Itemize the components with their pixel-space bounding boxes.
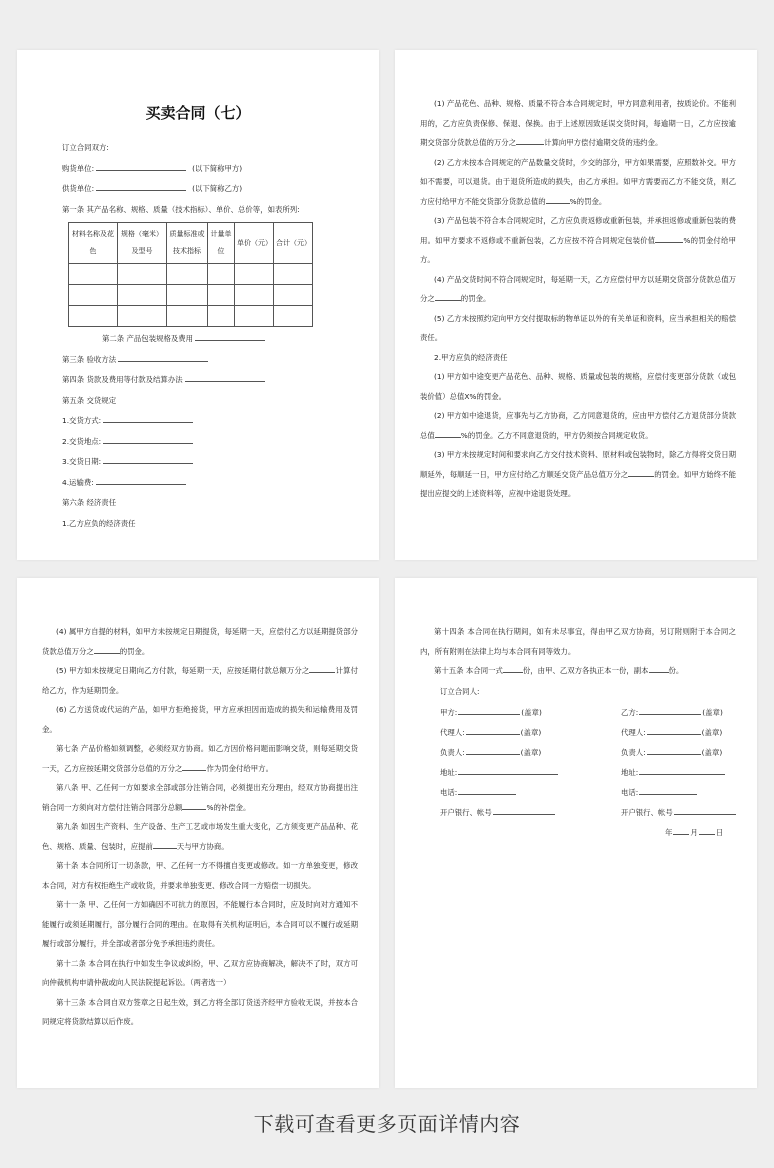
blank [153, 840, 177, 849]
contract-page-3 [17, 578, 379, 1088]
blank [546, 195, 570, 204]
seal-label: (盖章) [521, 708, 542, 717]
blank [103, 435, 193, 444]
buyer-note: (以下简称甲方) [192, 163, 243, 173]
text: (2) 甲方如中途退货，应事先与乙方协商，乙方同意退货的，应由甲方偿付乙方退货部分货款总值 [420, 411, 736, 440]
article-3: 第三条 验收方法 [62, 354, 117, 364]
buyer-label: 购货单位: [62, 163, 95, 173]
text: 天与甲方协商。 [176, 841, 229, 851]
seal-label: (盖章) [702, 708, 723, 717]
party-a-phone-line [440, 786, 517, 798]
text: 第八条 甲、乙任何一方如要求全部或部分注销合同，必须提出充分理由，经双方协商提出注销合同一方须向对方偿付注销合同部分总额 [42, 783, 358, 812]
text: (5) 甲方如未按规定日期向乙方付款，每延期一天，应按延期付款总额万分之 [56, 666, 310, 675]
blank [628, 468, 654, 477]
table-header: 规格（毫米）及型号 [118, 223, 167, 264]
party-b-phone-line [621, 786, 698, 798]
clause-seller-5: (5) 乙方未按照约定向甲方交付提取标的物单证以外的有关单证和资料，应当承担相关的赔偿责任。 [420, 313, 736, 342]
signers-label: 订立合同人: [440, 687, 480, 696]
party-b-principal-line [621, 746, 722, 758]
party-a-label: 甲方: [440, 708, 458, 717]
phone-label: 电话: [621, 788, 639, 797]
blank [639, 766, 725, 775]
blank [639, 786, 697, 795]
blank [458, 786, 516, 795]
bank-label: 开户银行、帐号 [621, 808, 673, 817]
agent-label: 代理人: [621, 728, 646, 737]
transport-fee-label: 4.运输费: [62, 477, 94, 487]
party-a-address-line [440, 766, 559, 778]
text: 的罚金。 [119, 646, 150, 656]
text: 的罚金。 [460, 294, 491, 303]
blank [655, 234, 683, 243]
delivery-date-line [62, 452, 362, 473]
text: (3) 产品包装不符合本合同规定时，乙方应负责返修或重新包装，并承担返修或重新包装的费用。如甲方要求不返修或不重新包装，乙方应按不符合同规定包装价值 [420, 216, 736, 245]
blank [103, 414, 193, 423]
text: 第十五条 本合同一式 [434, 666, 503, 675]
table-header: 材料名称及花色 [69, 223, 118, 264]
address-label: 地址: [621, 768, 639, 777]
article-10: 第十条 本合同所订一切条款，甲、乙任何一方不得擅自变更或修改。如一方单独变更，修改本合同，对方有权拒绝生产或收货，并要求单独变更、修改合同一方赔偿一切损失。 [42, 861, 358, 890]
date-line [665, 826, 723, 838]
parties-intro: 订立合同双方: [62, 143, 109, 152]
clause-buyer-6: (6) 乙方送货或代运的产品，如甲方拒绝接货，甲方应承担因而造成的损失和运输费用及罚金。 [42, 705, 358, 734]
text: 计算向甲方偿付逾期交货的违约金。 [544, 138, 663, 147]
text: 作为罚金付给甲方。 [206, 763, 273, 773]
table-header: 计量单位 [208, 223, 235, 264]
blank [96, 476, 186, 485]
clause-buyer-3 [420, 445, 736, 504]
party-a-bank-line [440, 806, 556, 818]
buyer-blank [96, 162, 186, 171]
article-9 [42, 817, 358, 856]
article-14: 第十四条 本合同在执行期间，如有未尽事宜，得由甲乙双方协商，另订附则附于本合同之内，所有附则在法律上均与本合同有同等效力。 [420, 627, 736, 656]
contract-page-2 [395, 50, 757, 560]
text: (4) 产品交货时间不符合同规定时，每延期一天，乙方应偿付甲方以延期交货部分货款总值万分之 [420, 274, 736, 303]
text: (1) 产品花色、品种、规格、质量不符合本合同规定时，甲方同意利用者，按质论价。不能利用的，乙方应负责保修、保退、保换。由于上述原因致延误交货时间，每逾期一日，乙方应按逾期交货部分货款总值的万分之 [420, 99, 736, 147]
blank [699, 826, 715, 835]
seller-label: 供货单位: [62, 184, 95, 193]
text: 计算付给乙方，作为延期罚金。 [42, 666, 358, 695]
text: %的罚金。 [569, 196, 607, 206]
article-7 [42, 739, 358, 778]
clause-buyer-4 [42, 622, 358, 661]
phone-label: 电话: [440, 788, 458, 797]
blank [103, 455, 193, 464]
text: (2) 乙方未按本合同规定的产品数量交货时，少交的部分，甲方如果需要，应照数补交。甲方如不需要，可以退货。由于退货所造成的损失，由乙方承担。如甲方需要而乙方不能交货，则乙方应付给甲方不能交货部分货款总值的 [420, 157, 736, 206]
table-header: 合计（元） [274, 223, 313, 264]
text: %的罚金。乙方不同意退货的，甲方仍须按合同规定收货。 [460, 430, 653, 440]
article-2: 第二条 产品包装规格及费用 [102, 334, 194, 343]
year-label: 年 [665, 828, 673, 837]
blank [182, 762, 206, 771]
party-b-agent-line [621, 726, 722, 738]
blank [118, 353, 208, 362]
seal-label: (盖章) [701, 748, 723, 757]
delivery-method-label: 1.交货方式: [62, 416, 102, 425]
text: 份。 [668, 666, 684, 675]
bank-label: 开户银行、帐号 [440, 808, 492, 817]
delivery-place-line [62, 432, 362, 453]
principal-label: 负责人: [440, 748, 465, 757]
delivery-method-line [62, 411, 362, 432]
article-2-line [102, 329, 362, 350]
download-more-link[interactable]: 下载可查看更多页面详情内容 [253, 1112, 521, 1136]
party-b-line [621, 706, 723, 718]
transport-fee-line [62, 473, 362, 494]
clause-seller-2 [420, 153, 736, 212]
delivery-place-label: 2.交货地点: [62, 436, 102, 446]
blank [466, 746, 520, 755]
blank [185, 373, 265, 382]
blank [674, 806, 736, 815]
article-5: 第五条 交货规定 [62, 395, 117, 405]
article-4: 第四条 货款及费用等付款及结算办法 [62, 375, 183, 384]
address-label: 地址: [440, 768, 458, 777]
month-label: 月 [690, 828, 698, 837]
day-label: 日 [715, 828, 724, 837]
blank [458, 706, 520, 715]
contract-page-4 [395, 578, 757, 1088]
text: %的罚金付给甲方。 [420, 235, 736, 264]
article-3-line [62, 350, 362, 371]
blank [94, 645, 120, 654]
party-b-label: 乙方: [621, 708, 639, 717]
text: (4) 属甲方自提的材料，如甲方未按规定日期提货，每延期一天，应偿付乙方以延期提货部分货款总值万分之 [42, 627, 358, 656]
buyer-liability-heading: 2.甲方应负的经济责任 [434, 352, 508, 362]
seller-line [62, 179, 362, 200]
blank [195, 332, 265, 341]
blank [647, 746, 701, 755]
text: 份，由甲、乙双方各执正本一份，副本 [522, 666, 649, 675]
article-4-line [62, 370, 362, 391]
table-row [69, 285, 313, 306]
clause-seller-3 [420, 211, 736, 270]
party-a-agent-line [440, 726, 541, 738]
article-6: 第六条 经济责任 [62, 498, 117, 507]
contract-page-1 [17, 50, 379, 560]
blank [458, 766, 558, 775]
clause-buyer-2 [420, 406, 736, 445]
article-15 [420, 661, 736, 681]
blank [466, 726, 520, 735]
article-12: 第十二条 本合同在执行中如发生争议或纠纷，甲、乙双方应协商解决，解决不了时，双方可向仲裁机构申请仲裁或向人民法院提起诉讼。（两者选一） [42, 958, 358, 987]
agent-label: 代理人: [440, 728, 465, 737]
delivery-date-label: 3.交货日期: [62, 457, 102, 466]
table-header: 质量标准或技术指标 [167, 223, 208, 264]
clause-seller-4 [420, 270, 736, 309]
blank [435, 429, 461, 438]
table-header: 单价（元） [235, 223, 274, 264]
text: 第七条 产品价格如须调整，必须经双方协商。如乙方因价格问题而影响交货，则每延期交货一天，乙方应按延期交货部分总值的万分之 [42, 744, 358, 773]
clause-buyer-5 [42, 661, 358, 700]
seal-label: (盖章) [701, 728, 723, 737]
article-8 [42, 778, 358, 817]
clause-seller-1 [420, 94, 736, 153]
blank [309, 664, 335, 673]
text: %的补偿金。 [206, 802, 251, 812]
product-table [68, 222, 313, 327]
blank [673, 826, 689, 835]
blank [647, 726, 701, 735]
text: 第九条 如因生产资料、生产设备、生产工艺或市场发生重大变化，乙方须变更产品品种、花色、规格、质量、包装时，应提前 [42, 822, 358, 851]
document-title: 买卖合同（七） [145, 104, 251, 122]
seller-note: (以下简称乙方) [192, 184, 243, 193]
article-13: 第十三条 本合同自双方签章之日起生效，到乙方将全部订货送齐经甲方验收无误，并按本合同规定将货款结算以后作废。 [42, 997, 358, 1026]
seller-blank [96, 182, 186, 191]
seller-liability-heading: 1.乙方应负的经济责任 [62, 518, 136, 528]
article-1: 第一条 其产品名称、规格、质量（技术指标）、单价、总价等，如表所列: [62, 204, 300, 214]
blank [503, 664, 523, 673]
table-row [69, 264, 313, 285]
party-a-principal-line [440, 746, 541, 758]
blank [182, 801, 206, 810]
blank [639, 706, 701, 715]
principal-label: 负责人: [621, 748, 646, 757]
clause-buyer-1: (1) 甲方如中途变更产品花色、品种、规格、质量或包装的规格，应偿付变更部分货款（或包装价值）总值X%的罚金。 [420, 372, 736, 401]
seal-label: (盖章) [520, 748, 542, 757]
blank [516, 136, 544, 145]
blank [649, 664, 669, 673]
party-b-bank-line [621, 806, 737, 818]
seal-label: (盖章) [520, 728, 542, 737]
blank [435, 292, 461, 301]
buyer-line [62, 159, 362, 180]
text: (3) 甲方未按规定时间和要求向乙方交付技术资料、原材料或包装物时，除乙方得将交货日期顺延外，每顺延一日，甲方应付给乙方顺延交货产品总值万分之 [420, 450, 736, 479]
party-a-line [440, 706, 542, 718]
party-b-address-line [621, 766, 726, 778]
table-row [69, 306, 313, 327]
article-11: 第十一条 甲、乙任何一方如确因不可抗力的原因，不能履行本合同时，应及时向对方通知不能履行或须延期履行，部分履行合同的理由。在取得有关机构证明后，本合同可以不履行或延期履行或部分履行，并全部或者部分免予承担违约责任。 [42, 900, 358, 948]
blank [493, 806, 555, 815]
text: 的罚金。如甲方始终不能提出应提交的上述资料等，应视中途退货处理。 [420, 469, 736, 498]
